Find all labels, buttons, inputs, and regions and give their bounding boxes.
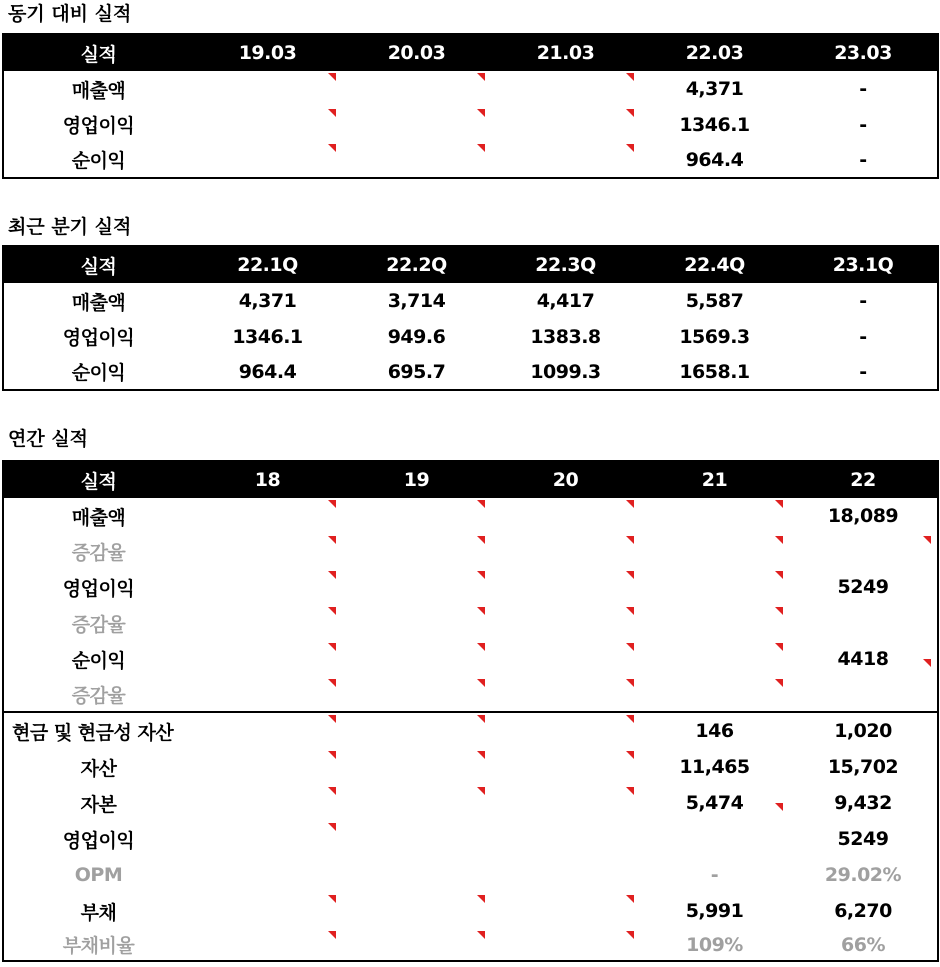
comment-marker-icon[interactable]	[328, 500, 336, 508]
cell[interactable]: 964.4	[685, 148, 744, 171]
comment-marker-icon[interactable]	[477, 500, 485, 508]
comment-marker-icon[interactable]	[328, 144, 336, 152]
row-label: 부채	[80, 901, 117, 924]
row-label: 매출액	[71, 291, 126, 314]
cell[interactable]	[789, 534, 938, 569]
table-row	[3, 893, 938, 929]
comment-marker-icon[interactable]	[626, 787, 634, 795]
cell[interactable]	[342, 821, 491, 857]
comment-marker-icon[interactable]	[775, 571, 783, 579]
comment-marker-icon[interactable]	[775, 803, 783, 811]
table-row	[3, 785, 938, 821]
cell[interactable]	[491, 821, 640, 857]
cell[interactable]: 66%	[841, 933, 885, 956]
comment-marker-icon[interactable]	[328, 679, 336, 687]
comment-marker-icon[interactable]	[626, 536, 634, 544]
comment-marker-icon[interactable]	[923, 659, 931, 667]
comment-marker-icon[interactable]	[626, 500, 634, 508]
quarterly-title: 최근 분기 실적	[8, 216, 132, 238]
cell[interactable]: 109%	[686, 933, 743, 956]
row-label: 매출액	[71, 79, 126, 102]
cell[interactable]	[640, 641, 789, 677]
cell[interactable]	[193, 641, 342, 677]
cell[interactable]: 5,991	[685, 900, 744, 922]
comment-marker-icon[interactable]	[477, 895, 485, 903]
cell[interactable]	[193, 821, 342, 857]
row-label: 순이익	[71, 150, 126, 172]
comment-marker-icon[interactable]	[328, 715, 336, 723]
cell[interactable]	[789, 677, 938, 712]
cell[interactable]	[193, 677, 342, 712]
row-label: 자본	[80, 793, 117, 816]
comment-marker-icon[interactable]	[626, 715, 634, 723]
comment-marker-icon[interactable]	[626, 571, 634, 579]
comment-marker-icon[interactable]	[477, 643, 485, 651]
comment-marker-icon[interactable]	[775, 607, 783, 615]
comment-marker-icon[interactable]	[626, 607, 634, 615]
cell[interactable]	[342, 641, 491, 677]
cell[interactable]: 1383.8	[530, 325, 601, 348]
cell[interactable]	[491, 534, 640, 569]
cell[interactable]	[491, 929, 640, 961]
cell[interactable]: 695.7	[387, 360, 446, 383]
table-row	[3, 857, 938, 893]
header-period: 22.3Q	[491, 246, 640, 283]
header-row	[3, 246, 938, 283]
header-label: 실적	[3, 461, 193, 498]
comment-marker-icon[interactable]	[477, 787, 485, 795]
comment-marker-icon[interactable]	[626, 643, 634, 651]
header-period: 18	[193, 461, 342, 498]
cell[interactable]: 5,587	[685, 290, 744, 312]
comment-marker-icon[interactable]	[626, 895, 634, 903]
cell[interactable]	[640, 821, 789, 857]
table-row	[3, 821, 938, 857]
header-period: 22.2Q	[342, 246, 491, 283]
comment-marker-icon[interactable]	[626, 751, 634, 759]
cell[interactable]: -	[859, 148, 867, 171]
comment-marker-icon[interactable]	[328, 643, 336, 651]
header-period: 22.03	[640, 34, 789, 71]
comment-marker-icon[interactable]	[328, 73, 336, 81]
cell[interactable]	[640, 498, 789, 534]
cell[interactable]: 1099.3	[530, 360, 601, 383]
comment-marker-icon[interactable]	[626, 679, 634, 687]
comment-marker-icon[interactable]	[923, 536, 931, 544]
row-label: 부채비율	[62, 935, 135, 957]
cell[interactable]	[193, 107, 342, 142]
cell[interactable]: 4,371	[238, 290, 297, 312]
cell[interactable]	[193, 712, 342, 749]
cell[interactable]	[491, 71, 640, 107]
cell[interactable]	[342, 749, 491, 785]
row-label: 현금 및 현금성 자산	[3, 712, 193, 749]
comment-marker-icon[interactable]	[328, 751, 336, 759]
row-label: 증감율	[71, 542, 126, 564]
comment-marker-icon[interactable]	[477, 571, 485, 579]
cell[interactable]	[193, 605, 342, 641]
table-row	[3, 749, 938, 785]
comment-marker-icon[interactable]	[477, 144, 485, 152]
row-label: 증감율	[71, 613, 126, 636]
header-period: 19.03	[193, 34, 342, 71]
header-period: 21	[640, 461, 789, 498]
comment-marker-icon[interactable]	[328, 787, 336, 795]
cell[interactable]	[640, 677, 789, 712]
cell[interactable]: -	[710, 864, 719, 886]
comment-marker-icon[interactable]	[626, 931, 634, 939]
cell[interactable]	[640, 605, 789, 641]
cell[interactable]	[491, 749, 640, 785]
cell[interactable]: 5249	[837, 576, 889, 598]
yoy-title: 동기 대비 실적	[8, 3, 132, 25]
comment-marker-icon[interactable]	[328, 931, 336, 939]
comment-marker-icon[interactable]	[477, 109, 485, 117]
table-row	[3, 283, 938, 319]
cell[interactable]	[193, 569, 342, 605]
cell[interactable]	[342, 605, 491, 641]
comment-marker-icon[interactable]	[626, 109, 634, 117]
table-row	[3, 605, 938, 641]
cell[interactable]: -	[859, 78, 867, 100]
cell[interactable]: 5249	[837, 828, 889, 850]
annual-title: 연간 실적	[8, 428, 89, 450]
cell[interactable]: 6,270	[834, 900, 892, 922]
row-label: 매출액	[71, 506, 126, 529]
quarterly-table	[2, 245, 939, 391]
cell[interactable]	[193, 929, 342, 961]
cell[interactable]	[342, 893, 491, 929]
row-label: 영업이익	[62, 577, 135, 600]
cell[interactable]	[193, 785, 342, 821]
table-row	[3, 71, 938, 107]
yoy-table	[2, 33, 939, 179]
comment-marker-icon[interactable]	[328, 536, 336, 544]
header-period: 22	[789, 461, 938, 498]
cell[interactable]	[193, 142, 342, 178]
comment-marker-icon[interactable]	[626, 144, 634, 152]
header-period: 23.1Q	[789, 246, 938, 283]
row-label: 순이익	[71, 362, 126, 384]
cell[interactable]	[193, 749, 342, 785]
cell[interactable]: 146	[640, 712, 789, 749]
cell[interactable]	[640, 534, 789, 569]
table-row	[3, 142, 938, 178]
cell[interactable]: 964.4	[238, 360, 297, 383]
comment-marker-icon[interactable]	[626, 73, 634, 81]
cell[interactable]: -	[859, 325, 867, 348]
table-row	[3, 534, 938, 569]
cell[interactable]	[789, 605, 938, 641]
cell[interactable]	[491, 712, 640, 749]
row-label: 자산	[80, 757, 117, 780]
table-row	[3, 677, 938, 712]
table-row	[3, 498, 938, 534]
header-period: 22.4Q	[640, 246, 789, 283]
comment-marker-icon[interactable]	[477, 73, 485, 81]
row-label: OPM	[74, 864, 123, 886]
cell[interactable]	[491, 677, 640, 712]
cell[interactable]	[342, 712, 491, 749]
cell[interactable]: 4,371	[685, 78, 744, 100]
comment-marker-icon[interactable]	[477, 679, 485, 687]
header-row	[3, 34, 938, 71]
comment-marker-icon[interactable]	[775, 536, 783, 544]
header-period: 23.03	[789, 34, 938, 71]
cell[interactable]	[491, 893, 640, 929]
row-label: 영업이익	[62, 115, 135, 137]
header-period: 19	[342, 461, 491, 498]
cell[interactable]: 1569.3	[679, 325, 750, 348]
comment-marker-icon[interactable]	[328, 823, 336, 831]
cell[interactable]	[193, 498, 342, 534]
cell[interactable]	[491, 142, 640, 178]
cell[interactable]	[491, 857, 640, 893]
cell[interactable]: 1346.1	[232, 325, 303, 348]
comment-marker-icon[interactable]	[775, 679, 783, 687]
comment-marker-icon[interactable]	[328, 895, 336, 903]
cell[interactable]	[193, 71, 342, 107]
row-label: 순이익	[71, 649, 126, 672]
table-row	[3, 929, 938, 961]
row-label: 영업이익	[62, 327, 135, 349]
cell[interactable]	[193, 893, 342, 929]
header-period: 21.03	[491, 34, 640, 71]
cell[interactable]	[342, 929, 491, 961]
cell[interactable]: 1,020	[789, 712, 938, 749]
cell[interactable]	[491, 498, 640, 534]
comment-marker-icon[interactable]	[328, 109, 336, 117]
comment-marker-icon[interactable]	[477, 607, 485, 615]
cell[interactable]: 3,714	[387, 290, 446, 312]
cell[interactable]	[193, 534, 342, 569]
cell[interactable]	[342, 677, 491, 712]
cell[interactable]	[193, 857, 342, 893]
cell[interactable]: 15,702	[827, 756, 899, 778]
cell[interactable]: 949.6	[387, 325, 446, 348]
cell[interactable]	[342, 785, 491, 821]
cell[interactable]: -	[859, 360, 867, 383]
header-period: 22.1Q	[193, 246, 342, 283]
comment-marker-icon[interactable]	[328, 571, 336, 579]
cell[interactable]: 18,089	[827, 505, 899, 527]
cell[interactable]: 11,465	[679, 756, 750, 778]
table-row	[3, 712, 938, 749]
cell[interactable]	[491, 605, 640, 641]
cell[interactable]	[342, 857, 491, 893]
table-row	[3, 641, 938, 677]
cell[interactable]	[491, 785, 640, 821]
cell[interactable]	[342, 498, 491, 534]
cell[interactable]: -	[859, 113, 867, 136]
cell[interactable]: 1346.1	[679, 113, 750, 136]
cell[interactable]	[342, 534, 491, 569]
cell[interactable]: 9,432	[834, 792, 892, 814]
header-period: 20.03	[342, 34, 491, 71]
comment-marker-icon[interactable]	[775, 643, 783, 651]
table-row	[3, 107, 938, 142]
cell[interactable]: 5,474	[640, 785, 789, 821]
cell[interactable]	[491, 107, 640, 142]
comment-marker-icon[interactable]	[477, 931, 485, 939]
cell[interactable]	[342, 107, 491, 142]
comment-marker-icon[interactable]	[477, 751, 485, 759]
cell[interactable]	[491, 641, 640, 677]
cell[interactable]: -	[859, 290, 867, 312]
header-label: 실적	[3, 246, 193, 283]
comment-marker-icon[interactable]	[477, 536, 485, 544]
comment-marker-icon[interactable]	[477, 715, 485, 723]
table-row	[3, 569, 938, 605]
cell[interactable]	[640, 569, 789, 605]
table-row	[3, 319, 938, 354]
comment-marker-icon[interactable]	[775, 500, 783, 508]
cell[interactable]	[342, 71, 491, 107]
comment-marker-icon[interactable]	[328, 607, 336, 615]
cell[interactable]: 4418	[789, 641, 938, 677]
header-label: 실적	[3, 34, 193, 71]
cell[interactable]: 29.02%	[824, 864, 902, 886]
cell[interactable]	[491, 569, 640, 605]
cell[interactable]	[342, 569, 491, 605]
row-label: 증감율	[71, 684, 126, 707]
cell[interactable]: 1658.1	[679, 360, 750, 383]
table-row	[3, 354, 938, 390]
row-label: 영업이익	[62, 829, 135, 852]
header-period: 20	[491, 461, 640, 498]
annual-table	[2, 460, 939, 962]
header-row	[3, 461, 938, 498]
cell[interactable]	[342, 142, 491, 178]
cell[interactable]: 4,417	[536, 290, 595, 312]
